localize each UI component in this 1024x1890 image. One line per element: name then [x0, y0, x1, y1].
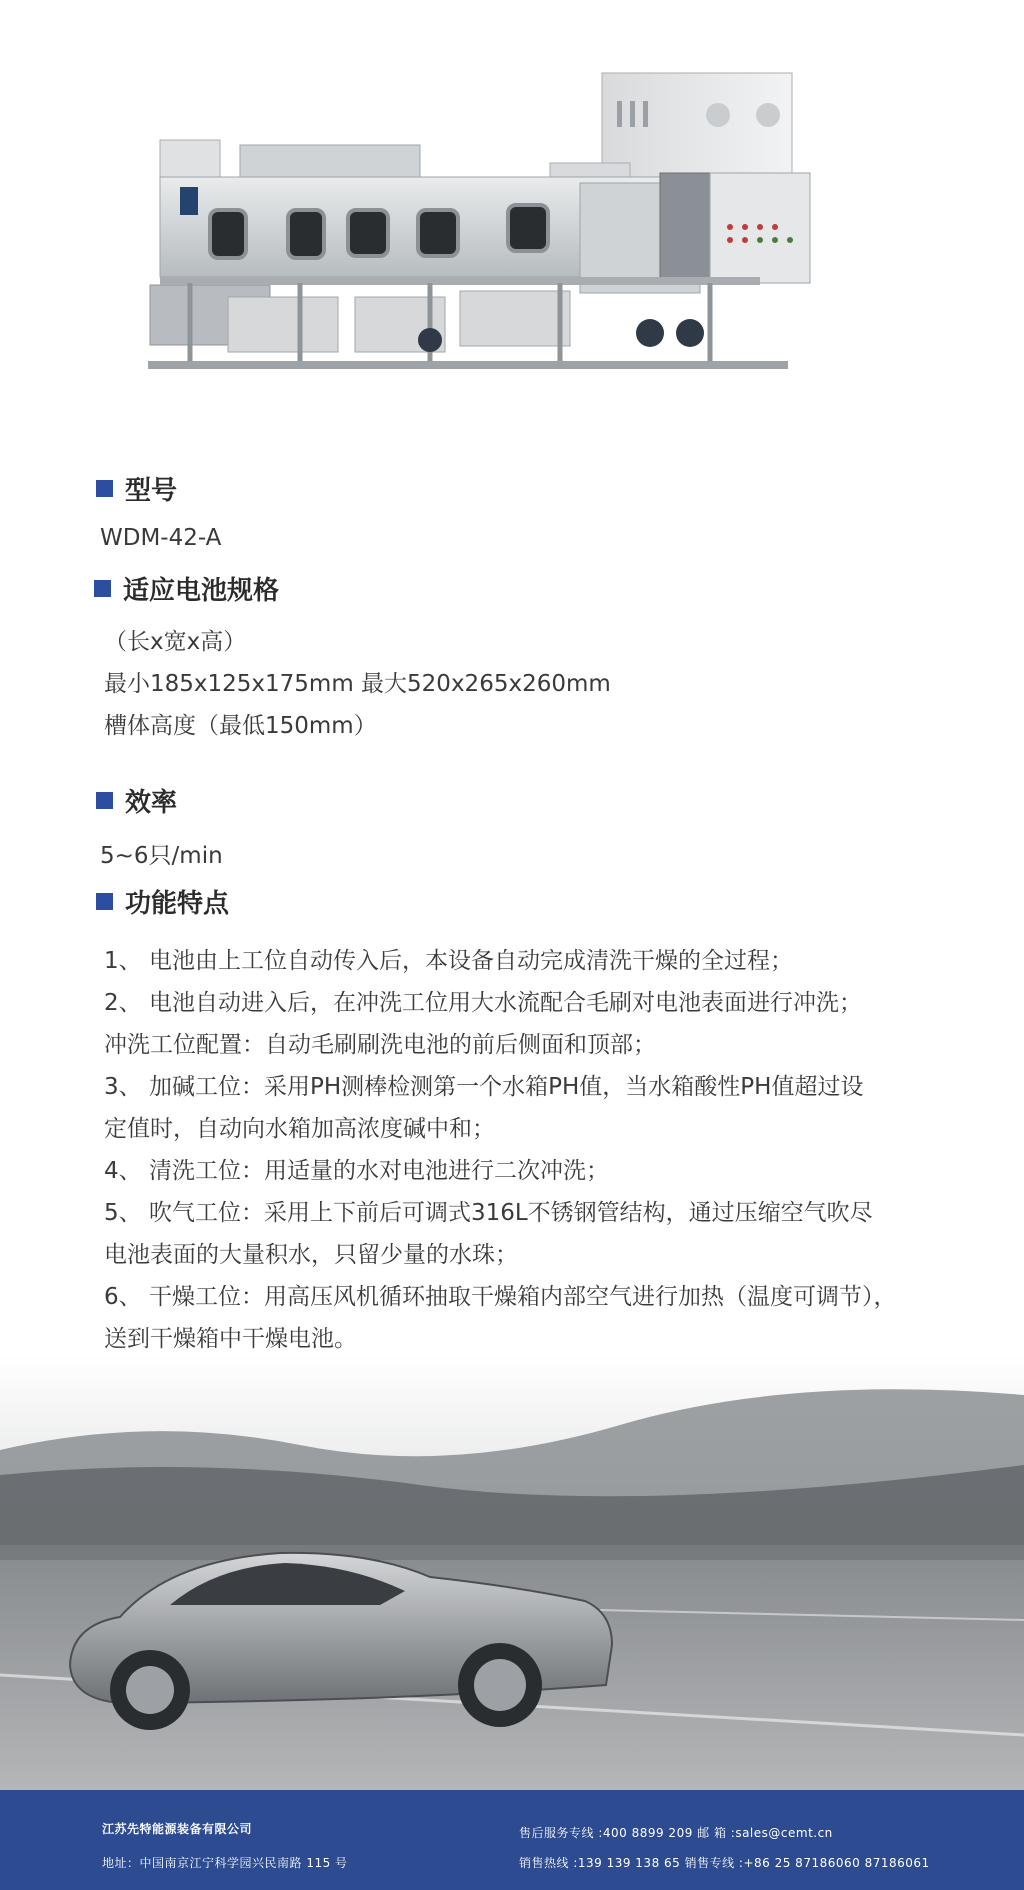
features-list [104, 940, 984, 1360]
section-marker-square-icon [96, 480, 113, 497]
feature-line: 送到干燥箱中干燥电池。 [104, 1326, 357, 1352]
efficiency-heading [96, 782, 984, 819]
footer-sales-line: 销售热线 :139 139 138 65 销售专线 :+86 25 87186060 87186061 [519, 1856, 930, 1870]
footer-service-line: 售后服务专线 :400 8899 209 邮 箱 :sales@cemt.cn [519, 1826, 833, 1840]
spec-lines [104, 621, 984, 747]
efficiency-value: 5~6只/min [100, 843, 223, 869]
spec-line: 槽体高度（最低150mm） [104, 713, 377, 739]
efficiency-section [96, 782, 984, 870]
feature-line: 1、 电池由上工位自动传入后，本设备自动完成清洗干燥的全过程； [104, 948, 793, 974]
spec-section [96, 570, 984, 747]
spec-heading-text: 适应电池规格 [123, 576, 280, 606]
feature-line: 定值时，自动向水箱加高浓度碱中和； [104, 1116, 495, 1142]
feature-line: 4、 清洗工位：用适量的水对电池进行二次冲洗； [104, 1158, 609, 1184]
model-heading [96, 470, 984, 507]
footer-address: 地址：中国南京江宁科学园兴民南路 115 号 [102, 1856, 348, 1870]
product-image [130, 65, 890, 395]
section-marker-square-icon [94, 580, 111, 597]
feature-line: 2、 电池自动进入后，在冲洗工位用大水流配合毛刷对电池表面进行冲洗； [104, 990, 862, 1016]
feature-line: 冲洗工位配置：自动毛刷刷洗电池的前后侧面和顶部； [104, 1032, 656, 1058]
feature-line: 3、 加碱工位：采用PH测棒检测第一个水箱PH值，当水箱酸性PH值超过设 [104, 1074, 864, 1100]
section-marker-square-icon [96, 893, 113, 910]
feature-line: 电池表面的大量积水，只留少量的水珠； [104, 1242, 518, 1268]
feature-line: 5、 吹气工位：采用上下前后可调式316L不锈钢管结构，通过压缩空气吹尽 [104, 1200, 873, 1226]
spec-line: （长x宽x高） [104, 629, 247, 655]
spec-line: 最小185x125x175mm 最大520x265x260mm [104, 671, 611, 697]
section-marker-square-icon [96, 792, 113, 809]
footer-company: 江苏先特能源装备有限公司 [102, 1822, 253, 1836]
efficiency-heading-text: 效率 [125, 788, 178, 818]
model-value: WDM-42-A [100, 525, 222, 551]
model-heading-text: 型号 [125, 476, 178, 506]
feature-line: 6、 干燥工位：用高压风机循环抽取干燥箱内部空气进行加热（温度可调节）， [104, 1284, 897, 1310]
car-landscape-image [0, 1355, 1024, 1790]
model-section [96, 470, 984, 551]
features-section [96, 883, 984, 1360]
features-heading [96, 883, 984, 920]
spec-heading [94, 570, 984, 607]
features-heading-text: 功能特点 [125, 889, 230, 919]
footer [0, 1790, 1024, 1890]
